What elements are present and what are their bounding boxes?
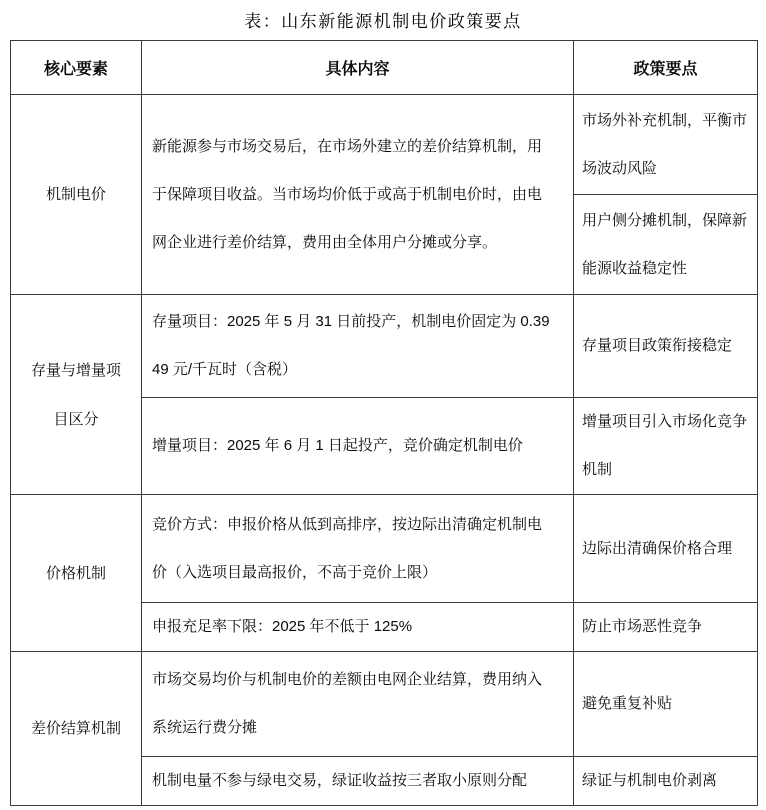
cell-policy-user-side-sharing: 用户侧分摊机制，保障新能源收益稳定性 xyxy=(574,195,758,295)
cell-category-price-mechanism: 价格机制 xyxy=(11,495,142,652)
table-row xyxy=(11,495,758,603)
cell-category-mechanism-price: 机制电价 xyxy=(11,95,142,295)
policy-table xyxy=(10,40,758,806)
table-row xyxy=(11,652,758,757)
header-policy-points: 政策要点 xyxy=(574,41,758,95)
cell-policy-marginal-clearing: 边际出清确保价格合理 xyxy=(574,495,758,603)
cell-content-stock-projects: 存量项目：2025 年 5 月 31 日前投产，机制电价固定为 0.3949 元/千瓦时（含税） xyxy=(142,295,574,398)
cell-content-incremental-projects: 增量项目：2025 年 6 月 1 日起投产，竞价确定机制电价 xyxy=(142,398,574,495)
cell-content-adequacy-floor: 申报充足率下限：2025 年不低于 125% xyxy=(142,603,574,652)
cell-content-mechanism-price: 新能源参与市场交易后，在市场外建立的差价结算机制，用于保障项目收益。当市场均价低于或高于机制电价时，由电网企业进行差价结算，费用由全体用户分摊或分享。 xyxy=(142,95,574,295)
header-row xyxy=(11,41,758,95)
table-title: 表：山东新能源机制电价政策要点 xyxy=(244,12,522,31)
cell-category-stock-incremental: 存量与增量项目区分 xyxy=(11,295,142,495)
cell-policy-stock-stability: 存量项目政策衔接稳定 xyxy=(574,295,758,398)
cell-policy-green-cert-decoupling: 绿证与机制电价剥离 xyxy=(574,757,758,806)
cell-policy-market-supplement: 市场外补充机制，平衡市场波动风险 xyxy=(574,95,758,195)
cell-content-green-certificate: 机制电量不参与绿电交易，绿证收益按三者取小原则分配 xyxy=(142,757,574,806)
header-core-element: 核心要素 xyxy=(11,41,142,95)
table-row xyxy=(11,295,758,398)
cell-policy-avoid-duplicate-subsidy: 避免重复补贴 xyxy=(574,652,758,757)
cell-content-bidding-method: 竞价方式：申报价格从低到高排序，按边际出清确定机制电价（入选项目最高报价，不高于竞价上限） xyxy=(142,495,574,603)
header-specific-content: 具体内容 xyxy=(142,41,574,95)
cell-policy-prevent-vicious-competition: 防止市场恶性竞争 xyxy=(574,603,758,652)
cell-category-price-difference-settlement: 差价结算机制 xyxy=(11,652,142,806)
cell-content-grid-settlement: 市场交易均价与机制电价的差额由电网企业结算，费用纳入系统运行费分摊 xyxy=(142,652,574,757)
table-row xyxy=(11,95,758,195)
cell-policy-incremental-competition: 增量项目引入市场化竞争机制 xyxy=(574,398,758,495)
